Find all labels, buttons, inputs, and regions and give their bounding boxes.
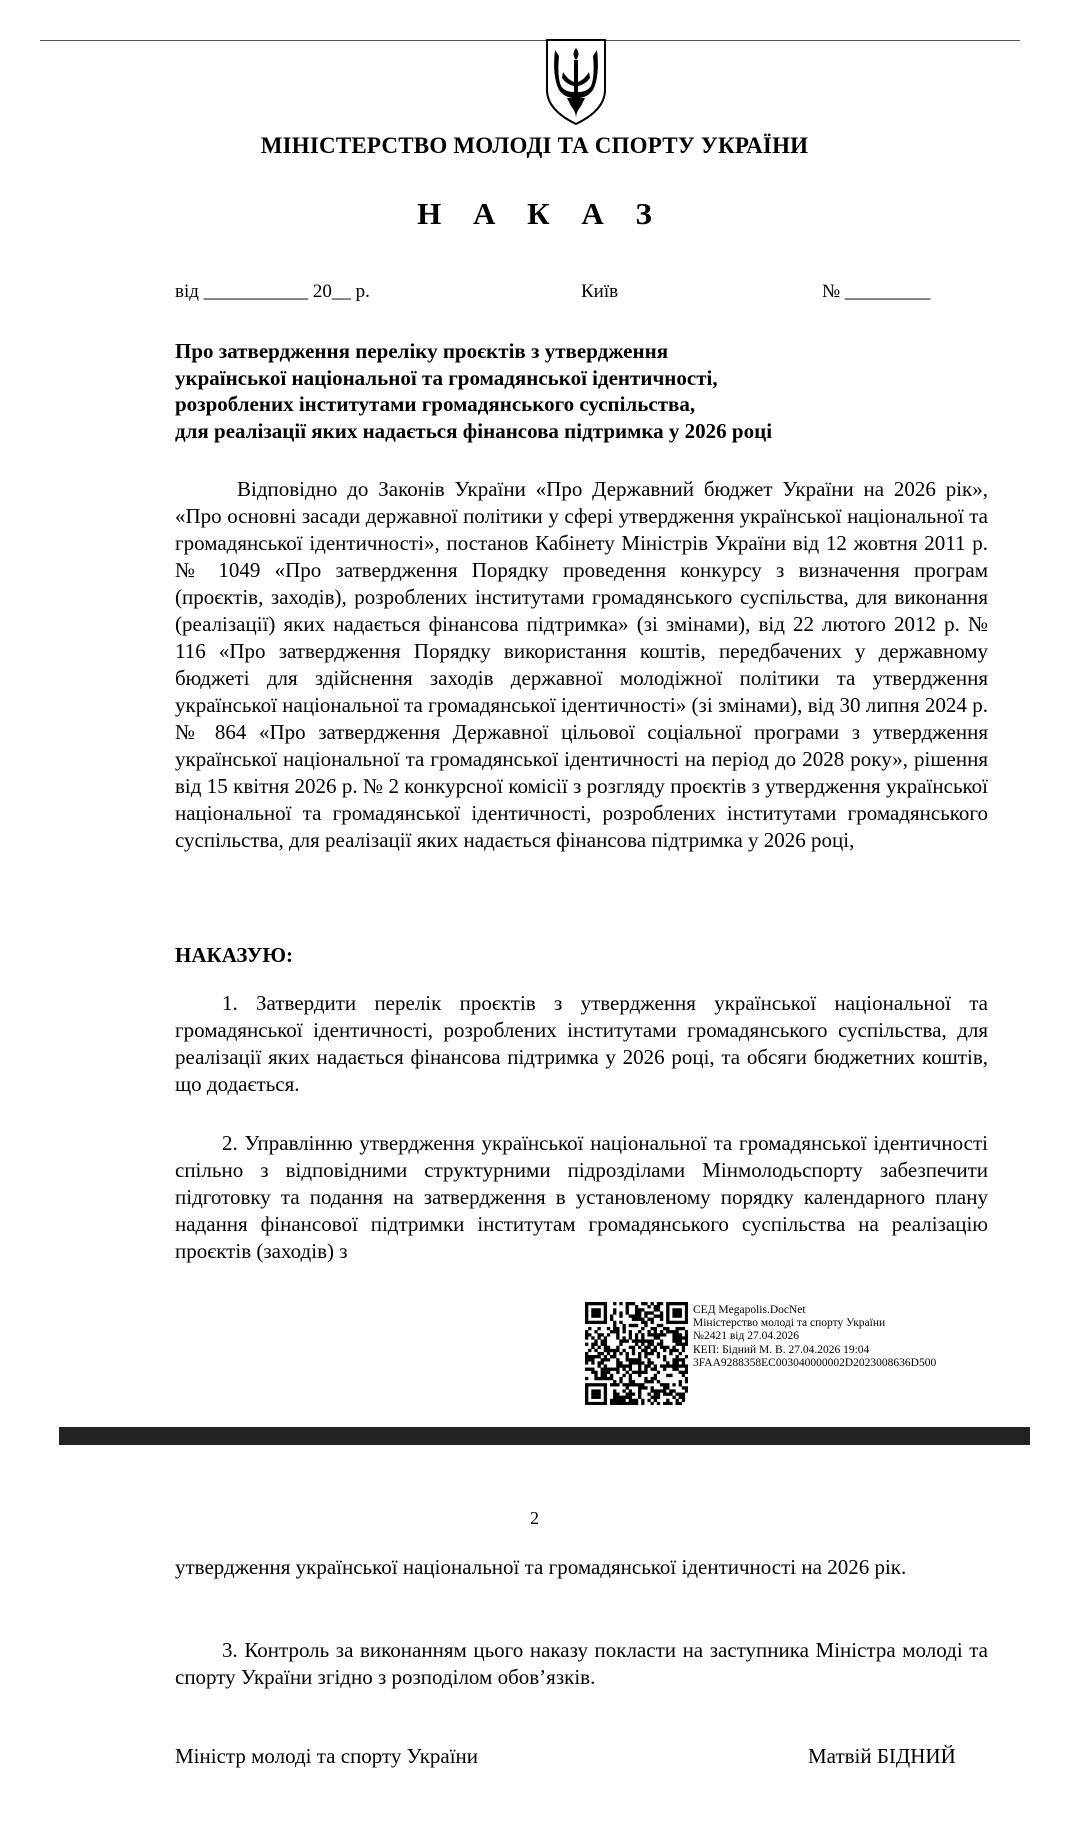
ministry-name: МІНІСТЕРСТВО МОЛОДІ ТА СПОРТУ УКРАЇНИ xyxy=(260,133,809,158)
stamp-organization: Міністерство молоді та спорту України xyxy=(693,1317,886,1330)
signer-title: Міністр молоді та спорту України xyxy=(175,1744,479,1768)
city: Київ xyxy=(581,281,619,302)
item-2-continued: утвердження української національної та громадянської ідентичності на 2026 рік. xyxy=(175,1555,907,1579)
qr-code-icon xyxy=(585,1302,688,1405)
item-3: 3. Контроль за виконанням цього наказу покласти на заступника Міністра молоді та спорту України згідно з розподілом обов’язків. xyxy=(175,1638,988,1689)
top-rule xyxy=(40,40,1020,41)
page-number: 2 xyxy=(530,1508,539,1528)
heading-line: розроблених інститутами громадянського суспільства, xyxy=(175,392,696,416)
heading-line: Про затвердження переліку проєктів з утвердження xyxy=(175,339,669,363)
stamp-signer: КЕП: Бідний М. В. 27.04.2026 19:04 xyxy=(693,1343,870,1356)
stamp-hash: 3FAA9288358EC003040000002D2023008636D500 xyxy=(693,1356,937,1369)
stamp-text xyxy=(693,1304,936,1370)
date-field: від ___________ 20__ р. xyxy=(175,281,370,302)
stamp-registration: №2421 від 27.04.2026 xyxy=(693,1330,799,1343)
order-heading xyxy=(175,338,895,444)
intro-paragraph: Відповідно до Законів України «Про Державний бюджет України на 2026 рік», «Про основні засади державної політики у сфері утвердження української національної та громадянської ідентичності», постанов Кабінету Міністрів України від 12 жовтня 2011 р. № 1049 «Про затвердження Порядку проведення конкурсу з визначення програм (проєктів, заходів), розроблених інститутами громадянського суспільства, для виконання (реалізації) яких надається фінансова підтримка» (зі змінами), від 22 лютого 2012 р. № 116 «Про затвердження Порядку використання коштів, передбачених у державному бюджеті для здійснення заходів державної молодіжної політики та утвердження української національної та громадянської ідентичності» (зі змінами), від 30 липня 2024 р. № 864 «Про затвердження Державної цільової соціальної програми з утвердження української національної та громадянської ідентичності на період до 2028 року», рішення від 15 квітня 2026 р. № 2 конкурсної комісії з розгляду проєктів з утвердження української національної та громадянської ідентичності, розроблених інститутами громадянського суспільства, для реалізації яких надається фінансова підтримка у 2026 році, xyxy=(175,477,988,852)
stamp-system: СЕД Megapolis.DocNet xyxy=(693,1304,806,1316)
page-separator xyxy=(59,1427,1030,1445)
item-2: 2. Управлінню утвердження української національної та громадянської ідентичності спільно з відповідними структурними підрозділами Мінмолодьспорту забезпечити підготовку та подання на затвердження в установленому порядку календарного плану надання фінансової підтримки інститутам громадянського суспільства на реалізацію проєктів (заходів) з xyxy=(175,1131,988,1263)
heading-line: для реалізації яких надається фінансова підтримка у 2026 році xyxy=(175,418,773,443)
e-signature-stamp xyxy=(585,1302,990,1407)
order-word: НАКАЗУЮ: xyxy=(175,943,293,967)
document-type: Н А К А З xyxy=(417,196,664,231)
signer-name: Матвій БІДНИЙ xyxy=(808,1744,956,1768)
number-field: № _________ xyxy=(822,281,931,302)
item-1: 1. Затвердити перелік проєктів з утвердження української національної та громадянської ідентичності, розроблених інститутами громадянського суспільства, для реалізації яких надається фінансова підтримка у 2026 році, та обсяги бюджетних коштів, що додається. xyxy=(175,991,988,1096)
heading-line: української національної та громадянської ідентичності, xyxy=(175,365,718,390)
trident-emblem-icon xyxy=(541,36,611,126)
